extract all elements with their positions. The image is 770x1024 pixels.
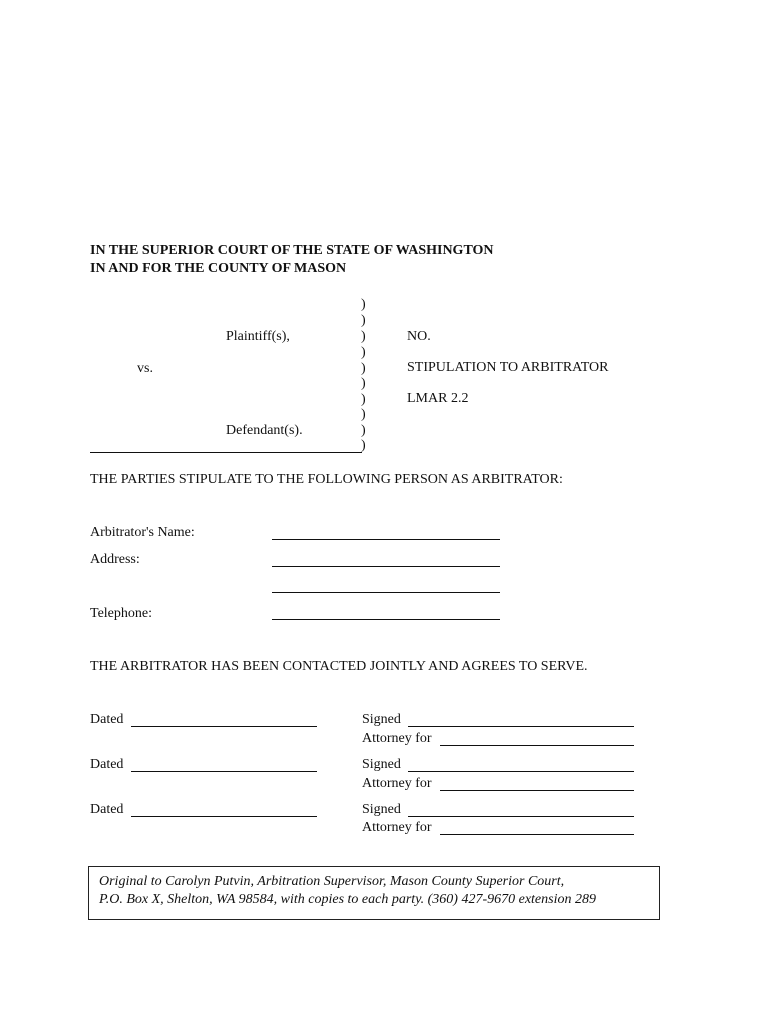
attorney-for-field[interactable] <box>440 745 634 746</box>
arbitrator-name-field[interactable] <box>272 539 500 540</box>
signed-field[interactable] <box>408 726 634 727</box>
county-title: IN AND FOR THE COUNTY OF MASON <box>90 261 347 276</box>
agreement-statement: THE ARBITRATOR HAS BEEN CONTACTED JOINTLY AND AGREES TO SERVE. <box>90 659 588 674</box>
caption-paren: ) <box>361 329 366 344</box>
dated-label: Dated <box>90 712 124 727</box>
attorney-for-label: Attorney for <box>362 776 432 791</box>
caption-paren: ) <box>361 361 366 376</box>
signed-field[interactable] <box>408 771 634 772</box>
footer-line-1: Original to Carolyn Putvin, Arbitration Supervisor, Mason County Superior Court, <box>99 874 565 889</box>
attorney-for-field[interactable] <box>440 790 634 791</box>
attorney-for-field[interactable] <box>440 834 634 835</box>
caption-paren: ) <box>361 297 366 312</box>
case-number-label: NO. <box>407 329 431 344</box>
document-title: STIPULATION TO ARBITRATOR <box>407 360 609 375</box>
dated-label: Dated <box>90 802 124 817</box>
caption-paren: ) <box>361 313 366 328</box>
dated-field[interactable] <box>131 771 317 772</box>
address-field-line1[interactable] <box>272 566 500 567</box>
signed-label: Signed <box>362 802 401 817</box>
caption-paren: ) <box>361 345 366 360</box>
rule-reference: LMAR 2.2 <box>407 391 469 406</box>
stipulation-statement: THE PARTIES STIPULATE TO THE FOLLOWING PERSON AS ARBITRATOR: <box>90 472 563 487</box>
arbitrator-name-label: Arbitrator's Name: <box>90 525 195 540</box>
dated-label: Dated <box>90 757 124 772</box>
caption-paren: ) <box>361 392 366 407</box>
telephone-label: Telephone: <box>90 606 152 621</box>
caption-paren: ) <box>361 407 366 422</box>
address-field-line2[interactable] <box>272 592 500 593</box>
caption-paren: ) <box>361 423 366 438</box>
dated-field[interactable] <box>131 816 317 817</box>
footer-line-2: P.O. Box X, Shelton, WA 98584, with copies to each party. (360) 427-9670 extension 289 <box>99 892 596 907</box>
signed-label: Signed <box>362 712 401 727</box>
attorney-for-label: Attorney for <box>362 731 432 746</box>
dated-field[interactable] <box>131 726 317 727</box>
address-label: Address: <box>90 552 140 567</box>
caption-underline <box>90 452 362 453</box>
caption-paren: ) <box>361 438 366 453</box>
signed-label: Signed <box>362 757 401 772</box>
vs-label: vs. <box>137 361 153 376</box>
signed-field[interactable] <box>408 816 634 817</box>
caption-paren: ) <box>361 376 366 391</box>
attorney-for-label: Attorney for <box>362 820 432 835</box>
defendant-label: Defendant(s). <box>226 423 303 438</box>
footer-notice-box <box>88 866 660 920</box>
telephone-field[interactable] <box>272 619 500 620</box>
plaintiff-label: Plaintiff(s), <box>226 329 290 344</box>
court-title: IN THE SUPERIOR COURT OF THE STATE OF WASHINGTON <box>90 243 494 258</box>
